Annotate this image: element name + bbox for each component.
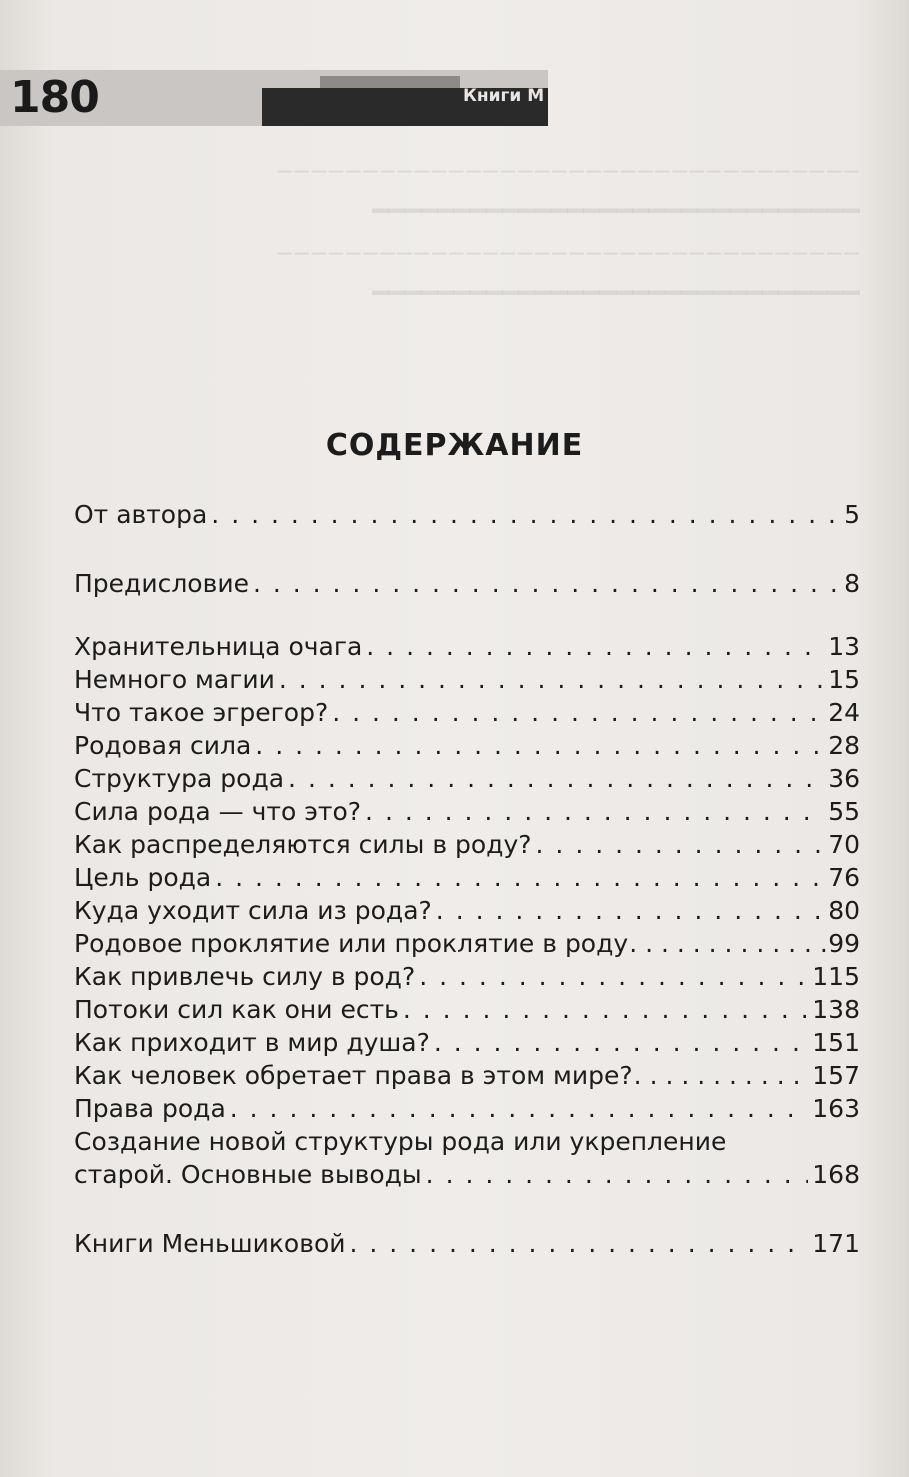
- toc-entry-label: Права рода: [74, 1094, 226, 1123]
- leader-dots: [365, 795, 824, 828]
- toc-entry: [74, 1092, 860, 1125]
- toc-entry: [74, 762, 860, 795]
- toc-entry-label-line2: старой. Основные выводы: [74, 1160, 422, 1189]
- toc-entry-label: Что такое эгрегор?: [74, 698, 329, 727]
- toc-entry-label: Родовое проклятие или проклятие в роду: [74, 929, 629, 958]
- leader-dots: [629, 927, 827, 960]
- toc-entry-page: 70: [828, 830, 860, 859]
- toc-entry-page: 115: [812, 962, 860, 991]
- leader-dots: [436, 894, 824, 927]
- leader-dots: [403, 993, 808, 1026]
- toc-entry-page: 168: [812, 1160, 860, 1189]
- toc-entry: [74, 567, 860, 600]
- leader-dots: [211, 498, 840, 531]
- leader-dots: [419, 960, 808, 993]
- toc-entry-label: Предисловие: [74, 569, 249, 598]
- leader-dots: [536, 828, 825, 861]
- toc-entry-page: 13: [828, 632, 860, 661]
- leader-dots: [366, 630, 824, 663]
- table-of-contents: [74, 498, 860, 1260]
- toc-entry-label: Структура рода: [74, 764, 285, 793]
- toc-entry-label: Как человек обретает права в этом мире?: [74, 1061, 633, 1090]
- toc-entry-page: 99: [828, 929, 860, 958]
- toc-entry: [74, 960, 860, 993]
- leader-dots: [634, 1059, 812, 1092]
- toc-entry-page: 76: [828, 863, 860, 892]
- toc-entry-page: 24: [828, 698, 860, 727]
- toc-entry-label: От автора: [74, 500, 208, 529]
- leader-dots: [434, 1026, 808, 1059]
- toc-entry: [74, 828, 860, 861]
- toc-entry: [74, 696, 860, 729]
- toc-entry-page: 55: [828, 797, 860, 826]
- toc-entry-page: 157: [812, 1061, 860, 1090]
- toc-entry-page: 138: [812, 995, 860, 1024]
- leader-dots: [230, 1092, 809, 1125]
- running-head: Книги М: [463, 86, 545, 106]
- leader-dots: [288, 762, 824, 795]
- toc-entry-page: 15: [828, 665, 860, 694]
- leader-dots: [279, 663, 824, 696]
- show-through-text: ‒‒‒‒‒‒‒‒‒‒‒‒‒‒‒‒‒‒‒‒‒‒‒‒‒‒‒‒‒‒‒‒‒‒ ━━━━━━━━━━━━━━━━━━━━━━━━━━━━━━ ‒‒‒‒‒‒‒‒‒‒‒‒‒‒‒‒‒‒‒‒‒‒‒‒‒‒‒‒‒‒‒‒‒‒ ━━━━━━━━━━━━━━━━━━━━━━━━━━━━━━: [275, 155, 860, 309]
- toc-entry-label: Потоки сил как они есть: [74, 995, 399, 1024]
- leader-dots: [255, 729, 824, 762]
- toc-entry-label: Немного магии: [74, 665, 275, 694]
- toc-entry: [74, 861, 860, 894]
- toc-entry-label-line1: Создание новой структуры рода или укрепление: [74, 1127, 727, 1156]
- leader-dots: [253, 567, 840, 600]
- toc-entry: [74, 993, 860, 1026]
- toc-entry-label: Цель рода: [74, 863, 212, 892]
- toc-entry: [74, 498, 860, 531]
- toc-entry: [74, 1158, 860, 1191]
- toc-entry-label: Как приходит в мир душа?: [74, 1028, 430, 1057]
- toc-entry-label: Книги Меньшиковой: [74, 1229, 346, 1258]
- leader-dots: [350, 1227, 809, 1260]
- page-number: 180: [10, 72, 99, 123]
- toc-entry-multiline: [74, 1125, 860, 1191]
- toc-entry-page: 28: [828, 731, 860, 760]
- toc-entry: [74, 630, 860, 663]
- toc-entry: [74, 1227, 860, 1260]
- toc-entry: [74, 1059, 860, 1092]
- leader-dots: [332, 696, 824, 729]
- toc-entry-page: 80: [828, 896, 860, 925]
- toc-entry-label: Родовая сила: [74, 731, 252, 760]
- toc-entry-page: 36: [828, 764, 860, 793]
- toc-entry-label: Как распределяются силы в роду?: [74, 830, 532, 859]
- toc-entry-label: Как привлечь силу в род?: [74, 962, 416, 991]
- toc-entry-label: Хранительница очага: [74, 632, 363, 661]
- toc-entry: [74, 927, 860, 960]
- toc-entry: [74, 729, 860, 762]
- leader-dots: [215, 861, 824, 894]
- toc-entry-page: 171: [812, 1229, 860, 1258]
- toc-entry-page: 151: [812, 1028, 860, 1057]
- toc-entry: [74, 894, 860, 927]
- toc-entry-label: Сила рода — что это?: [74, 797, 362, 826]
- toc-entry-page: 8: [844, 569, 860, 598]
- toc-title: СОДЕРЖАНИЕ: [325, 428, 584, 463]
- toc-entry: [74, 1026, 860, 1059]
- toc-entry-page: 163: [812, 1094, 860, 1123]
- toc-entry-page: 5: [844, 500, 860, 529]
- toc-entry: [74, 663, 860, 696]
- toc-entry: [74, 795, 860, 828]
- toc-entry-label: Куда уходит сила из рода?: [74, 896, 432, 925]
- leader-dots: [426, 1158, 809, 1191]
